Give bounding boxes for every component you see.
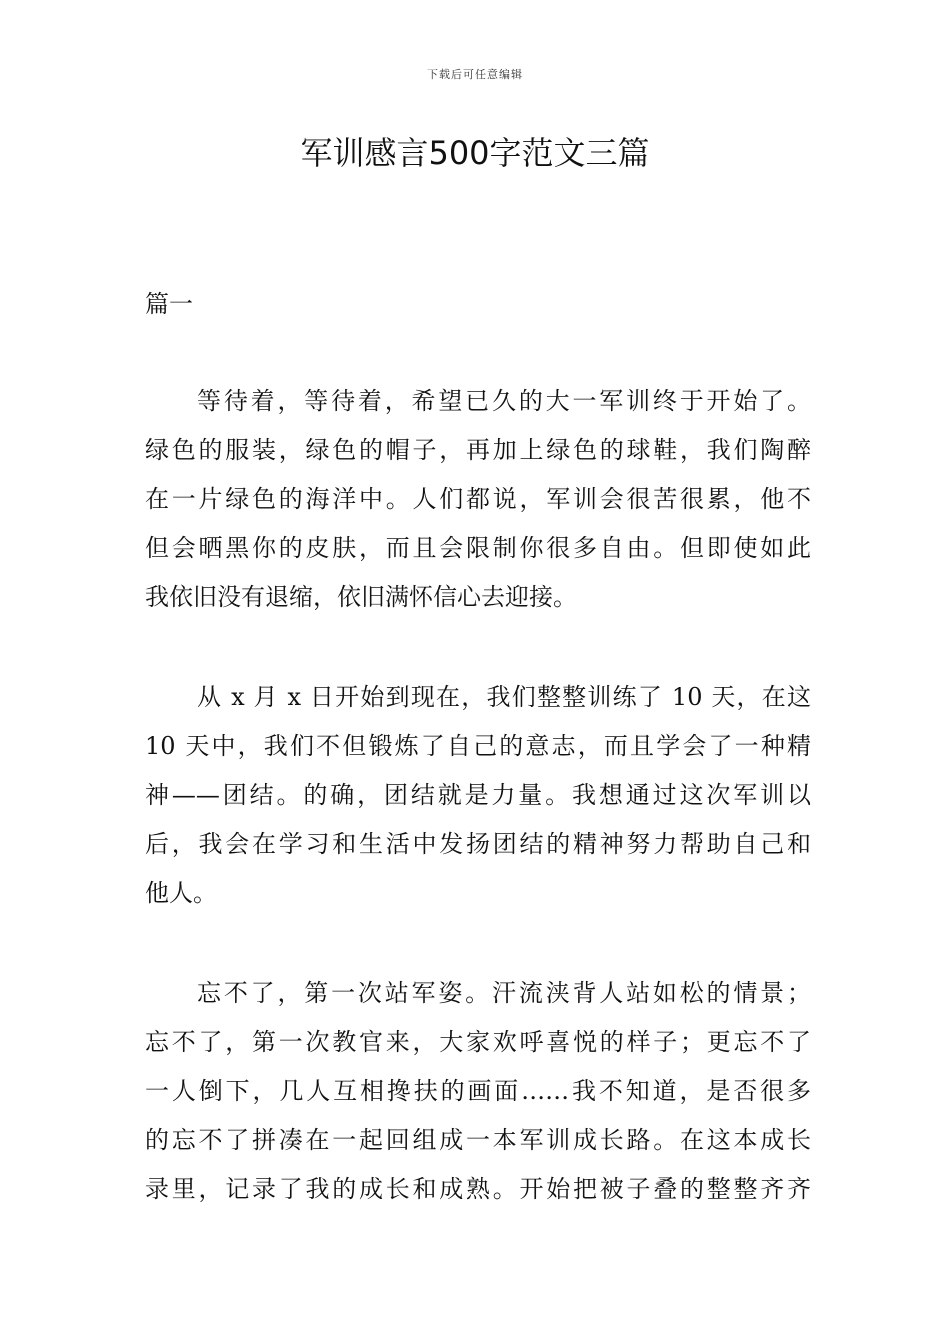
paragraph-line: 在一片绿色的海洋中。人们都说，军训会很苦很累，他不 xyxy=(145,485,811,513)
paragraph-line: 从 x 月 x 日开始到现在，我们整整训练了 10 天，在这 xyxy=(197,683,811,711)
paragraph-line: 后，我会在学习和生活中发扬团结的精神努力帮助自己和 xyxy=(145,830,811,858)
section-label: 篇一 xyxy=(145,290,193,318)
paragraph-line: 录里，记录了我的成长和成熟。开始把被子叠的整整齐齐 xyxy=(145,1175,811,1203)
paragraph-line: 他人。 xyxy=(145,879,217,907)
paragraph-line: 我依旧没有退缩，依旧满怀信心去迎接。 xyxy=(145,583,577,611)
paragraph-line: 10 天中，我们不但锻炼了自己的意志，而且学会了一种精 xyxy=(145,732,811,760)
paragraph-line: 忘不了，第一次站军姿。汗流浃背人站如松的情景； xyxy=(197,979,811,1007)
paragraph-line: 的忘不了拼凑在一起回组成一本军训成长路。在这本成长 xyxy=(145,1126,811,1154)
paragraph-line: 忘不了，第一次教官来，大家欢呼喜悦的样子；更忘不了 xyxy=(145,1028,811,1056)
paragraph-3 xyxy=(145,969,811,1214)
paragraph-1 xyxy=(145,377,811,622)
paragraph-line: 神——团结。的确，团结就是力量。我想通过这次军训以 xyxy=(145,781,811,809)
paragraph-line: 一人倒下，几人互相搀扶的画面……我不知道，是否很多 xyxy=(145,1077,811,1105)
paragraph-line: 绿色的服装，绿色的帽子，再加上绿色的球鞋，我们陶醉 xyxy=(145,436,811,464)
paragraph-2 xyxy=(145,673,811,918)
document-title: 军训感言500字范文三篇 xyxy=(300,134,650,172)
header-note: 下载后可任意编辑 xyxy=(427,68,523,81)
paragraph-line: 等待着，等待着，希望已久的大一军训终于开始了。 xyxy=(197,387,811,415)
paragraph-line: 但会晒黑你的皮肤，而且会限制你很多自由。但即使如此 xyxy=(145,534,811,562)
